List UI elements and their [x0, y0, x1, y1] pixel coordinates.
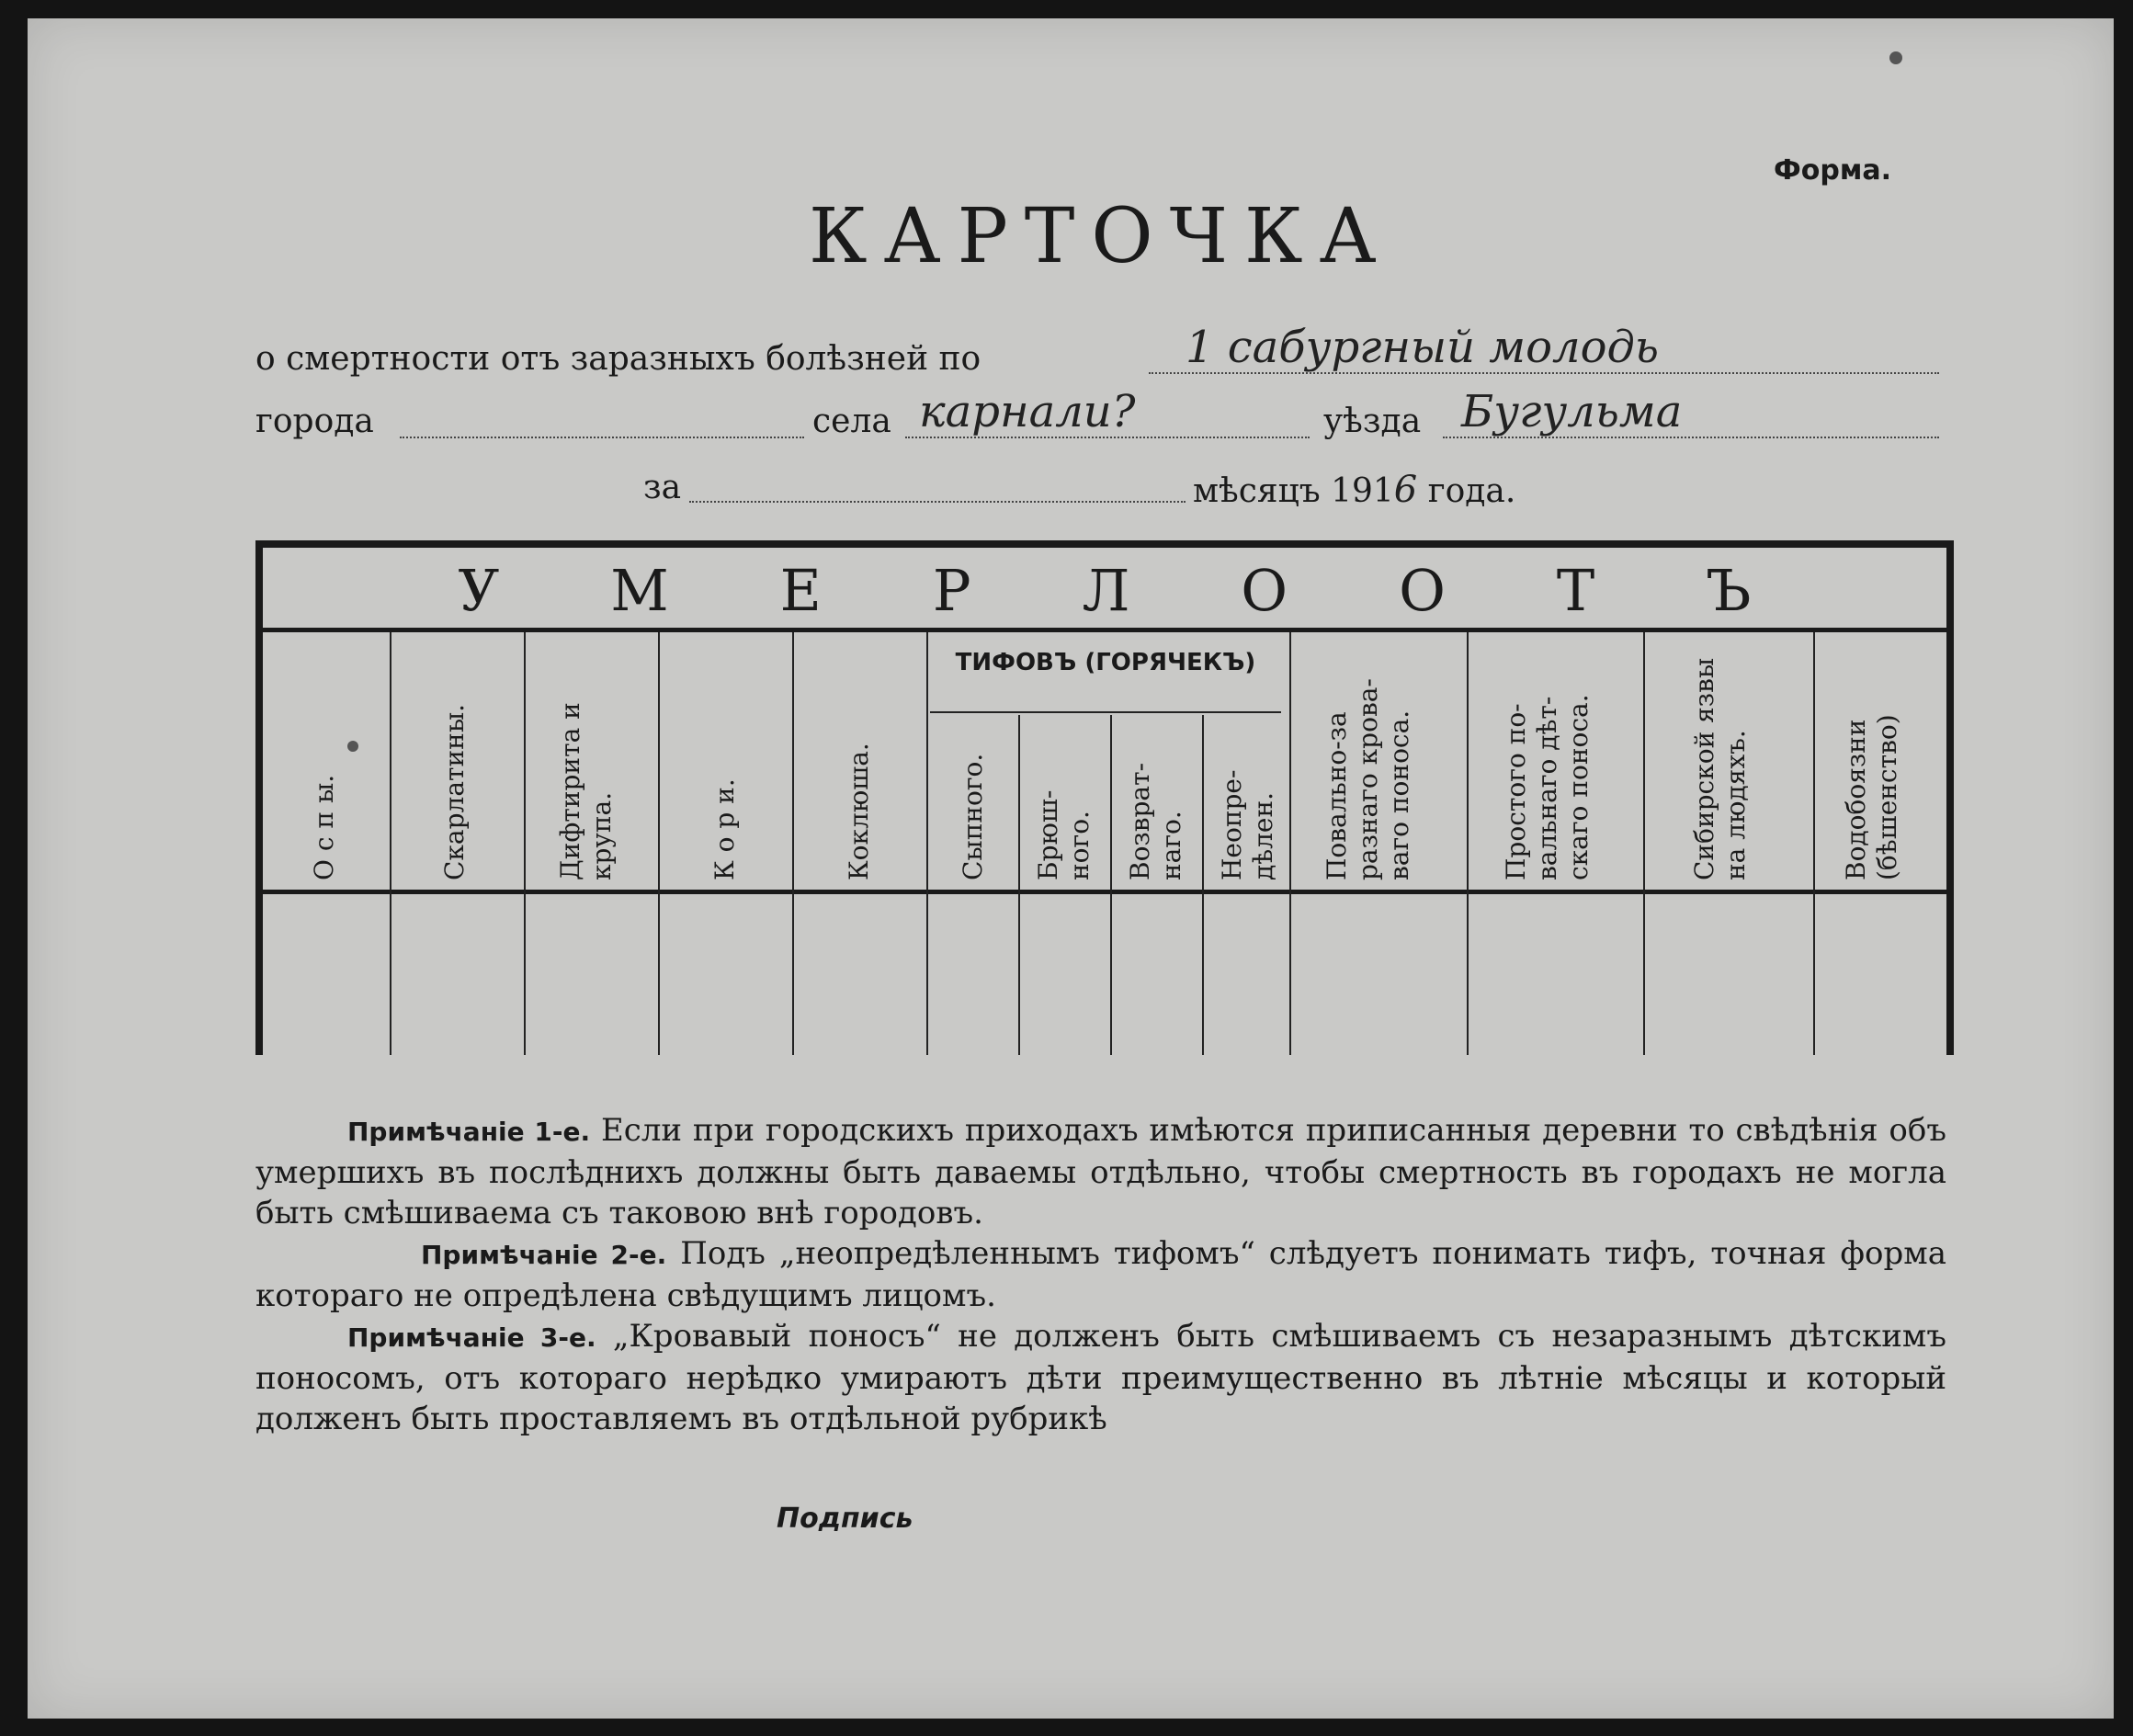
month-dots — [689, 501, 1186, 503]
table-heading — [255, 553, 1954, 627]
city-label: города — [255, 403, 374, 440]
note-1-text: Если при городскихъ приходахъ имѣются приписанныя деревни то свѣдѣнія объ умершихъ въ послѣднихъ должны быть даваемы отдѣльно, чтобы смертность въ городахъ не могла быть смѣшиваема съ таковою внѣ городовъ. — [255, 1112, 1946, 1231]
col-rabies: Водобоязни (бѣшенство) — [1841, 714, 1902, 880]
heading-letter: Л — [1082, 556, 1130, 624]
village-label: села — [812, 403, 891, 440]
table-top-border — [255, 540, 1954, 548]
col-whooping-cough: Коклюша. — [844, 743, 874, 880]
form-label: Форма. — [1774, 154, 1891, 187]
heading-letter: У — [458, 556, 500, 624]
note-1 — [255, 1110, 1946, 1233]
column-divider — [926, 632, 928, 1055]
column-divider — [1289, 632, 1291, 1055]
year-label: года. — [1427, 472, 1516, 510]
note-2 — [255, 1233, 1946, 1316]
line1-handwritten: 1 сабургный молодь — [1186, 322, 1660, 373]
note-2-text: Подъ „неопредѣленнымъ тифомъ“ слѣдуетъ понимать тифъ, точная форма котораго не опредѣлена свѣдущимъ лицомъ. — [255, 1235, 1946, 1314]
col-anthrax: Сибирской язвы на людяхъ. — [1689, 657, 1751, 880]
col-scarlet: Скарлатины. — [439, 703, 470, 880]
column-divider — [792, 632, 794, 1055]
heading-letter: О — [1399, 556, 1446, 624]
line1-label: о смертности отъ заразныхъ болѣзней по — [255, 340, 981, 378]
city-dots — [400, 437, 804, 438]
typhus-header: ТИФОВЪ (ГОРЯЧЕКЪ) — [955, 649, 1256, 676]
column-divider — [1018, 715, 1020, 1055]
col-diphtheria: Дифтирита и крупа. — [555, 702, 617, 880]
district-label: уѣзда — [1323, 403, 1422, 440]
col-child-diarrhea: Простого по- вальнаго дѣт- скаго поноса. — [1501, 694, 1594, 880]
notes — [255, 1110, 1946, 1439]
col-measles: К о р и. — [709, 778, 740, 880]
month-year-prefix: мѣсяцъ 191 — [1193, 472, 1394, 510]
heading-letter: Ъ — [1706, 556, 1752, 624]
col-typhus-relapsing: Возврат- наго. — [1125, 762, 1186, 880]
col-typhus-undetermined: Неопре- дѣлен. — [1217, 769, 1278, 880]
paper-spot — [347, 741, 358, 752]
heading-letter: М — [610, 556, 669, 624]
table-header-rule — [255, 890, 1954, 894]
note-3-text: „Кровавый поносъ“ не долженъ быть смѣшиваемъ съ незаразнымъ дѣтскимъ поносомъ, отъ котораго нерѣдко умираютъ дѣти преимущественно въ лѣтніе мѣсяцы и который долженъ быть проставляемъ въ отдѣльной рубрикѣ — [255, 1318, 1946, 1437]
column-divider — [390, 632, 391, 1055]
month-label — [1193, 469, 1515, 511]
column-divider — [1110, 715, 1112, 1055]
table-heading-rule — [255, 628, 1954, 632]
heading-letter: О — [1241, 556, 1288, 624]
heading-letter: Е — [779, 556, 822, 624]
village-handwritten: карнали? — [919, 386, 1136, 437]
heading-letter: Р — [932, 556, 971, 624]
col-dysentery: Повально-за разнаго крова- ваго поноса. — [1322, 678, 1414, 880]
paper-spot — [1889, 51, 1902, 64]
note-3-label: Примѣчаніе 3-е. — [347, 1322, 596, 1353]
typhus-rule — [930, 711, 1281, 713]
column-divider — [524, 632, 526, 1055]
column-divider — [1813, 632, 1815, 1055]
col-typhus-spotted: Сыпного. — [958, 753, 988, 880]
col-typhus-abdominal: Брюш- ного. — [1033, 789, 1095, 880]
note-2-label: Примѣчаніе 2-е. — [421, 1240, 667, 1270]
column-divider — [1643, 632, 1645, 1055]
page-title: КАРТОЧКА — [809, 193, 1393, 280]
note-1-label: Примѣчаніе 1-е. — [347, 1117, 591, 1147]
heading-letter: Т — [1556, 556, 1595, 624]
signature-label: Подпись — [777, 1503, 913, 1535]
mortality-table — [255, 540, 1954, 1055]
district-handwritten: Бугульма — [1461, 386, 1683, 437]
column-divider — [1202, 715, 1204, 1055]
column-divider — [1467, 632, 1469, 1055]
month-for-label: за — [643, 469, 682, 506]
year-handwritten-digit: 6 — [1393, 469, 1418, 511]
column-divider — [658, 632, 660, 1055]
col-smallpox: О с п ы. — [309, 774, 339, 880]
note-3 — [255, 1316, 1946, 1439]
